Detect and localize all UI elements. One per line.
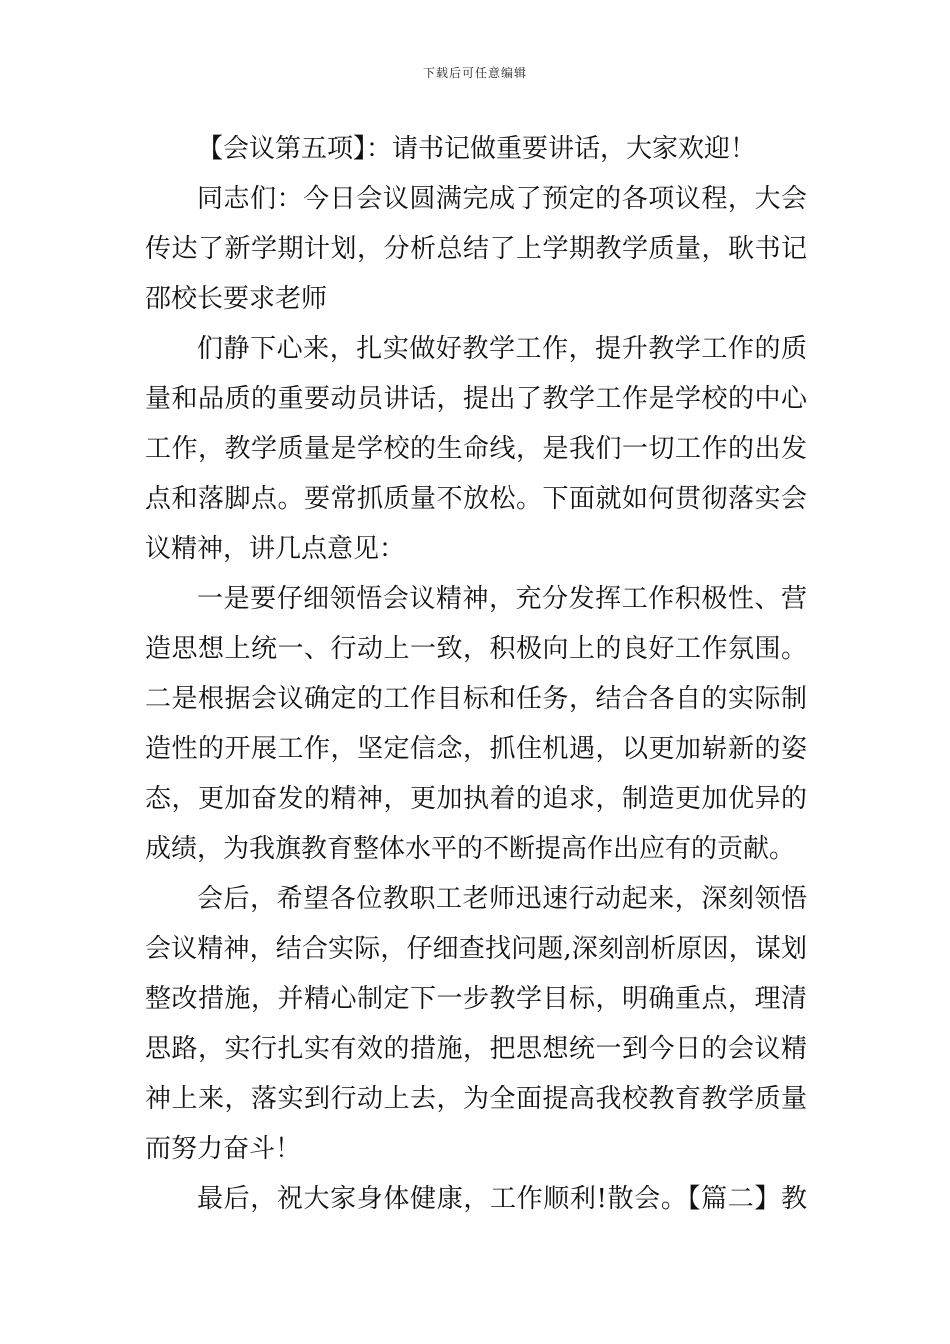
text-line: 成绩，为我旗教育整体水平的不断提高作出应有的贡献。	[145, 834, 796, 864]
text-line: 神上来，落实到行动上去，为全面提高我校教育教学质量	[145, 1084, 807, 1114]
text-line: 一是要仔细领悟会议精神，充分发挥工作积极性、营	[197, 584, 807, 614]
text-line: 邵校长要求老师	[145, 284, 328, 314]
text-line: 【会议第五项】：请书记做重要讲话，大家欢迎！	[197, 134, 757, 164]
text-line: 而努力奋斗！	[145, 1134, 302, 1164]
text-line: 最后，祝大家身体健康，工作顺利!散会。【篇二】教	[197, 1184, 807, 1214]
text-line: 量和品质的重要动员讲话，提出了教学工作是学校的中心	[145, 384, 807, 414]
text-line: 传达了新学期计划，分析总结了上学期教学质量，耿书记	[145, 234, 807, 264]
page-header: 下载后可任意编辑	[422, 66, 527, 80]
text-line: 们静下心来，扎实做好教学工作，提升教学工作的质	[197, 334, 807, 364]
text-line: 同志们：今日会议圆满完成了预定的各项议程，大会	[197, 184, 807, 214]
document-body	[145, 124, 807, 1224]
text-line: 思路，实行扎实有效的措施，把思想统一到今日的会议精	[145, 1034, 807, 1064]
text-line: 会后，希望各位教职工老师迅速行动起来，深刻领悟	[197, 884, 807, 914]
text-line: 整改措施，并精心制定下一步教学目标，明确重点，理清	[145, 984, 807, 1014]
text-line: 造性的开展工作，坚定信念，抓住机遇，以更加崭新的姿	[145, 734, 807, 764]
text-line: 议精神，讲几点意见：	[145, 534, 406, 564]
text-line: 工作，教学质量是学校的生命线，是我们一切工作的出发	[145, 434, 807, 464]
text-line: 造思想上统一、行动上一致，积极向上的良好工作氛围。	[145, 634, 807, 664]
text-line: 态，更加奋发的精神，更加执着的追求，制造更加优异的	[145, 784, 807, 814]
text-line: 点和落脚点。要常抓质量不放松。下面就如何贯彻落实会	[145, 484, 807, 514]
text-line: 二是根据会议确定的工作目标和任务，结合各自的实际制	[145, 684, 807, 714]
text-line: 会议精神，结合实际，仔细查找问题,深刻剖析原因，谋划	[145, 934, 807, 964]
